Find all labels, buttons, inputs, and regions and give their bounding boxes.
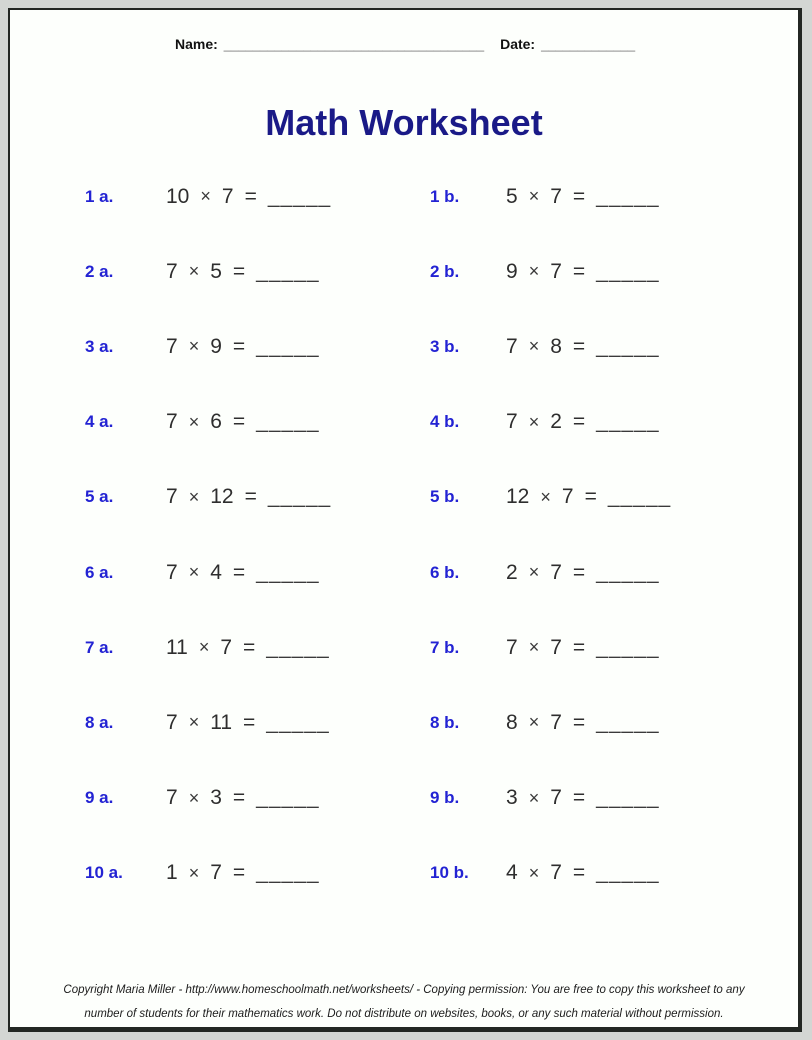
multiply-sign: × [188, 862, 200, 883]
factor-1: 8 [506, 710, 518, 734]
equals-sign: = [572, 560, 586, 584]
factor-2: 6 [210, 410, 222, 434]
factor-2: 7 [561, 485, 574, 509]
problem-expression [166, 685, 430, 760]
equals-sign: = [232, 410, 246, 434]
answer-blank: _____ [256, 259, 320, 283]
factor-1: 7 [166, 410, 178, 434]
problem-label: 3 b. [430, 336, 460, 356]
multiply-sign: × [528, 712, 540, 733]
problem-label: 1 a. [85, 186, 114, 206]
problems-grid [10, 159, 798, 911]
problem-label: 10 a. [85, 863, 123, 883]
name-blank-line: ____________________________________ [223, 37, 485, 52]
answer-blank: _____ [266, 710, 330, 734]
problem-expression [166, 159, 430, 234]
problem-label: 2 a. [85, 261, 114, 281]
multiply-sign: × [528, 787, 540, 808]
factor-1: 7 [506, 635, 518, 659]
answer-blank: _____ [596, 861, 660, 885]
multiply-sign: × [188, 261, 200, 282]
worksheet-page [8, 8, 802, 1032]
factor-1: 7 [166, 786, 178, 810]
answer-blank: _____ [596, 184, 660, 208]
problem-expression [506, 761, 798, 836]
problem-label: 10 b. [430, 863, 469, 883]
problem-label: 6 a. [85, 562, 114, 582]
factor-2: 8 [550, 334, 562, 358]
problem-label: 7 b. [430, 637, 460, 657]
problem-label: 1 b. [430, 186, 460, 206]
problem-expression [166, 460, 430, 535]
multiply-sign: × [188, 486, 200, 507]
answer-blank: _____ [596, 334, 660, 358]
factor-1: 7 [506, 410, 518, 434]
answer-blank: _____ [256, 410, 320, 434]
problem-label: 5 a. [85, 487, 114, 507]
answer-blank: _____ [596, 710, 660, 734]
copyright-line-1: Copyright Maria Miller - http://www.homeschoolmath.net/worksheets/ - Copying permission: You are free to copy this worksheet to any [63, 984, 745, 996]
equals-sign: = [572, 635, 586, 659]
answer-blank: _____ [256, 861, 320, 885]
copyright-line-2: number of students for their mathematics work. Do not distribute on websites, books, or any such material without permission. [84, 1008, 724, 1020]
answer-blank: _____ [596, 560, 660, 584]
factor-1: 1 [166, 861, 178, 885]
multiply-sign: × [528, 862, 540, 883]
factor-2: 7 [550, 786, 562, 810]
multiply-sign: × [188, 787, 200, 808]
factor-1: 9 [506, 259, 518, 283]
factor-2: 4 [210, 560, 222, 584]
problem-expression [166, 610, 430, 685]
answer-blank: _____ [596, 786, 660, 810]
equals-sign: = [572, 710, 586, 734]
factor-2: 7 [550, 861, 562, 885]
equals-sign: = [232, 259, 246, 283]
multiply-sign: × [188, 411, 200, 432]
multiply-sign: × [188, 562, 200, 583]
equals-sign: = [572, 410, 586, 434]
factor-2: 7 [210, 861, 222, 885]
answer-blank: _____ [596, 410, 660, 434]
problem-expression [506, 385, 798, 460]
problem-expression [506, 685, 798, 760]
equals-sign: = [244, 184, 257, 208]
equals-sign: = [243, 635, 256, 659]
problem-expression [506, 535, 798, 610]
problem-label: 6 b. [430, 562, 460, 582]
equals-sign: = [572, 334, 586, 358]
problem-expression [506, 610, 798, 685]
factor-2: 7 [220, 635, 233, 659]
equals-sign: = [232, 861, 246, 885]
factor-2: 11 [210, 710, 233, 734]
problem-expression [166, 836, 430, 911]
equals-sign: = [572, 184, 586, 208]
multiply-sign: × [528, 186, 540, 207]
problem-label: 3 a. [85, 336, 114, 356]
answer-blank: _____ [266, 635, 330, 659]
problem-label: 8 a. [85, 712, 114, 732]
problem-label: 5 b. [430, 487, 460, 507]
problem-label: 7 a. [85, 637, 114, 657]
factor-2: 2 [550, 410, 562, 434]
factor-1: 7 [166, 334, 178, 358]
factor-2: 7 [550, 560, 562, 584]
factor-2: 3 [210, 786, 222, 810]
factor-1: 10 [166, 184, 190, 208]
answer-blank: _____ [267, 184, 332, 208]
equals-sign: = [572, 259, 586, 283]
multiply-sign: × [528, 637, 540, 658]
answer-blank: _____ [256, 560, 320, 584]
answer-blank: _____ [596, 635, 660, 659]
factor-2: 7 [221, 184, 234, 208]
factor-1: 2 [506, 560, 518, 584]
problem-expression [166, 535, 430, 610]
problem-expression [166, 234, 430, 309]
equals-sign: = [572, 861, 586, 885]
equals-sign: = [244, 485, 257, 509]
multiply-sign: × [540, 486, 551, 507]
multiply-sign: × [188, 336, 200, 357]
problem-label: 2 b. [430, 261, 460, 281]
problem-expression [166, 385, 430, 460]
factor-1: 7 [166, 485, 178, 509]
answer-blank: _____ [267, 485, 332, 509]
multiply-sign: × [528, 336, 540, 357]
multiply-sign: × [188, 712, 200, 733]
factor-2: 5 [210, 259, 222, 283]
problem-label: 4 b. [430, 412, 460, 432]
problem-expression [506, 159, 798, 234]
problem-expression [506, 836, 798, 911]
multiply-sign: × [528, 562, 540, 583]
factor-2: 7 [550, 635, 562, 659]
factor-2: 7 [550, 259, 562, 283]
answer-blank: _____ [596, 259, 660, 283]
copyright-footer [10, 978, 798, 1026]
multiply-sign: × [528, 411, 540, 432]
multiply-sign: × [198, 637, 210, 658]
problem-expression [166, 309, 430, 384]
equals-sign: = [232, 560, 246, 584]
factor-2: 9 [210, 334, 222, 358]
multiply-sign: × [200, 186, 211, 207]
factor-2: 12 [210, 485, 234, 509]
factor-1: 7 [506, 334, 518, 358]
equals-sign: = [572, 786, 586, 810]
factor-2: 7 [550, 710, 562, 734]
problem-label: 8 b. [430, 712, 460, 732]
factor-1: 12 [506, 485, 530, 509]
factor-1: 7 [166, 560, 178, 584]
factor-1: 7 [166, 710, 178, 734]
answer-blank: _____ [256, 786, 320, 810]
problem-expression [506, 309, 798, 384]
date-blank-line: _____________ [541, 37, 636, 52]
equals-sign: = [584, 485, 597, 509]
problem-expression [166, 761, 430, 836]
factor-1: 3 [506, 786, 518, 810]
answer-blank: _____ [607, 485, 672, 509]
problem-label: 9 b. [430, 788, 460, 808]
factor-1: 4 [506, 861, 518, 885]
equals-sign: = [243, 710, 256, 734]
equals-sign: = [232, 334, 246, 358]
page-title: Math Worksheet [265, 102, 543, 143]
equals-sign: = [232, 786, 246, 810]
factor-1: 7 [166, 259, 178, 283]
problem-label: 9 a. [85, 788, 114, 808]
problem-expression [506, 460, 798, 535]
factor-1: 11 [166, 635, 188, 659]
name-label: Name: [175, 36, 218, 52]
problem-expression [506, 234, 798, 309]
answer-blank: _____ [256, 334, 320, 358]
multiply-sign: × [528, 261, 540, 282]
factor-1: 5 [506, 184, 518, 208]
date-label: Date: [500, 36, 536, 52]
name-date-header [175, 36, 635, 52]
problem-label: 4 a. [85, 412, 114, 432]
factor-2: 7 [550, 184, 562, 208]
